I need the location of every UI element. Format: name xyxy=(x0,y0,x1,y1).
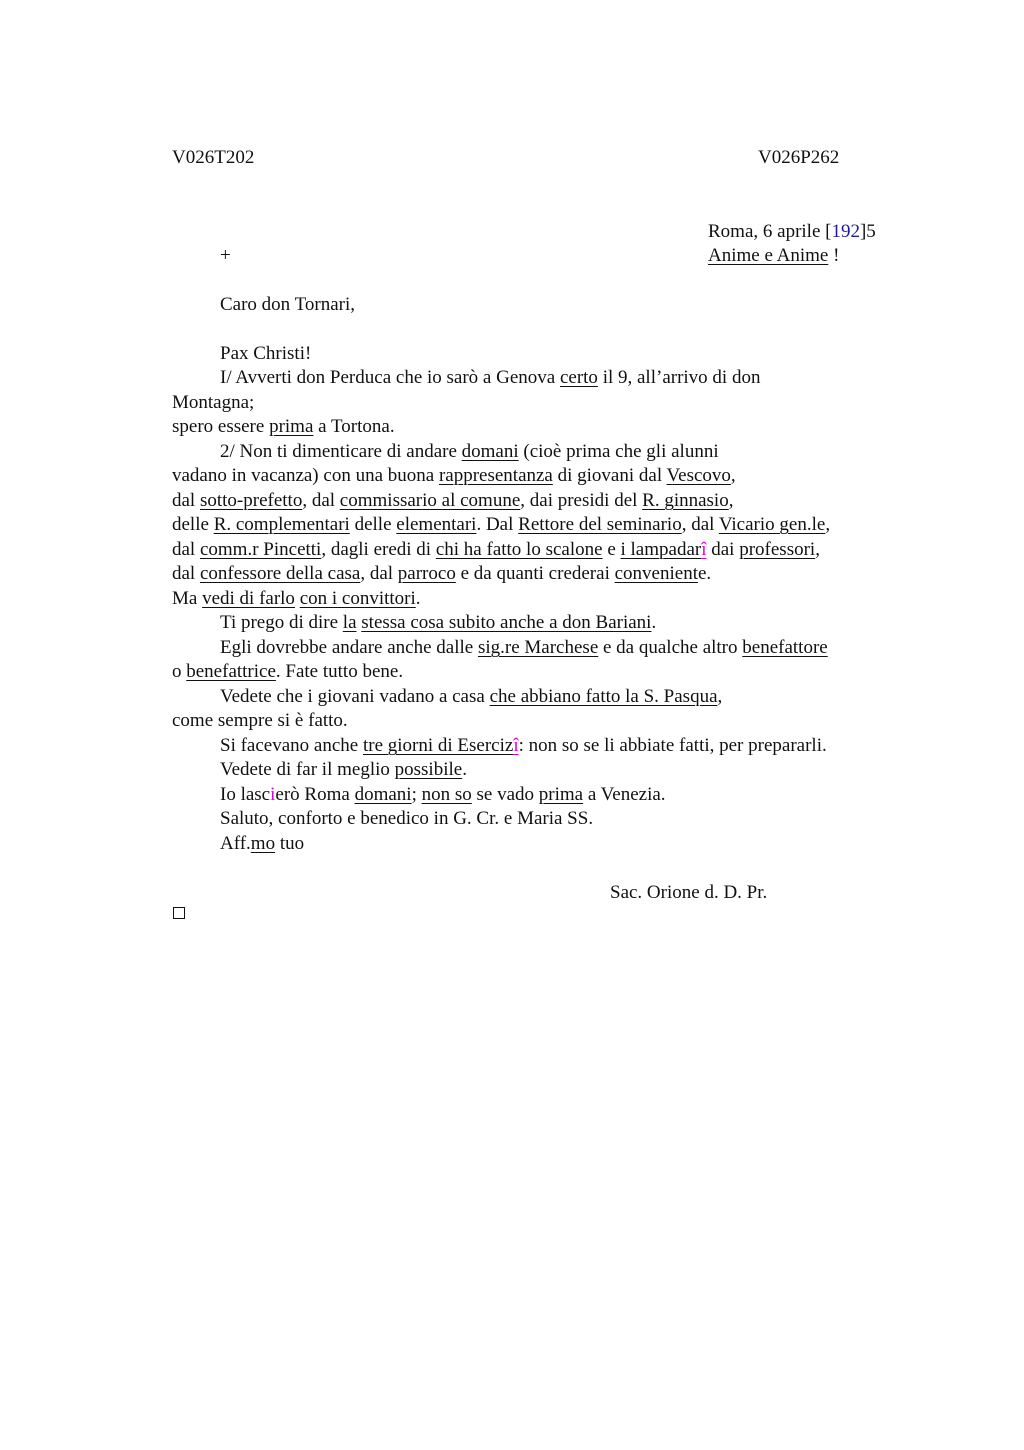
body-line: Vedete che i giovani vadano a casa che abbiano fatto la S. Pasqua, xyxy=(220,686,723,707)
motto: Anime e Anime ! xyxy=(708,245,840,266)
body-line: Si facevano anche tre giorni di Esercizî: non so se li abbiate fatti, per prepararli. xyxy=(220,735,827,756)
archive-code-right: V026P262 xyxy=(758,147,840,168)
body-line: Egli dovrebbe andare anche dalle sig.re Marchese e da qualche altro benefattore xyxy=(220,637,828,658)
body-line: 2/ Non ti dimenticare di andare domani (cioè prima che gli alunni xyxy=(220,441,719,462)
salutation: Caro don Tornari, xyxy=(220,294,355,315)
editorial-year: 192 xyxy=(831,221,860,242)
body-line: come sempre si è fatto. xyxy=(172,710,348,731)
body-line: Io lascierò Roma domani; non so se vado prima a Venezia. xyxy=(220,784,666,805)
body-line: Ma vedi di farlo con i convittori. xyxy=(172,588,421,609)
editorial-mark: î xyxy=(701,539,707,560)
archive-code-left: V026T202 xyxy=(172,147,255,168)
body-line: spero essere prima a Tortona. xyxy=(172,416,395,437)
body-line: dal comm.r Pincetti, dagli eredi di chi ha fatto lo scalone e i lampadarî dai professori, xyxy=(172,539,820,560)
signature: Sac. Orione d. D. Pr. xyxy=(610,882,768,903)
greeting: Pax Christi! xyxy=(220,343,312,364)
cross-mark: + xyxy=(220,245,231,266)
editorial-mark: i xyxy=(270,784,276,805)
body-line: Montagna; xyxy=(172,392,255,413)
body-line: Saluto, conforto e benedico in G. Cr. e Maria SS. xyxy=(220,808,594,829)
editorial-mark: î xyxy=(513,735,519,756)
body-line: vadano in vacanza) con una buona rappresentanza di giovani dal Vescovo, xyxy=(172,465,736,486)
body-line: delle R. complementari delle elementari. Dal Rettore del seminario, dal Vicario gen.le, xyxy=(172,514,831,535)
body-line: o benefattrice. Fate tutto bene. xyxy=(172,661,404,682)
body-line: dal sotto-prefetto, dal commissario al comune, dai presidi del R. ginnasio, xyxy=(172,490,734,511)
dateline: Roma, 6 aprile [192]5 xyxy=(708,221,876,242)
body-line: dal confessore della casa, dal parroco e da quanti crederai conveniente. xyxy=(172,563,712,584)
body-line: Vedete di far il meglio possibile. xyxy=(220,759,467,780)
closing: Aff.mo tuo xyxy=(220,833,305,854)
body-line: I/ Avverti don Perduca che io sarò a Genova certo il 9, all’arrivo di don xyxy=(220,367,761,388)
end-mark-icon xyxy=(173,907,185,919)
body-line: Ti prego di dire la stessa cosa subito anche a don Bariani. xyxy=(220,612,657,633)
